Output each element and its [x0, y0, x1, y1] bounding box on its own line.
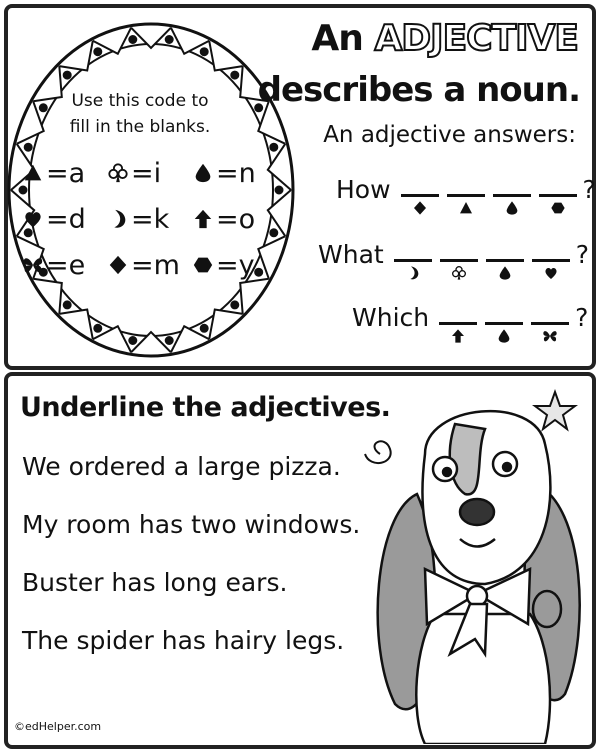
question-which: [352, 300, 588, 332]
butterfly-icon: [542, 328, 558, 344]
bunting-dot: [64, 72, 71, 79]
bunting-flag: [209, 41, 243, 71]
heading-an: An: [311, 18, 363, 59]
question-what: [318, 237, 589, 269]
hexagon-icon: [192, 254, 214, 276]
bunting-dot: [129, 337, 136, 344]
code-instructions: [30, 88, 250, 140]
code-key-entry: [192, 158, 272, 189]
exercise-title: Underline the adjectives.: [20, 392, 391, 423]
question-mark: ?: [575, 240, 589, 269]
code-key-letter: =e: [46, 249, 86, 281]
diamond-icon: [412, 200, 428, 216]
drop-icon: [192, 162, 214, 184]
hexagon-icon: [550, 200, 566, 216]
code-key-letter: =m: [131, 249, 180, 281]
bunting-dot: [94, 325, 101, 332]
answer-blank[interactable]: [531, 300, 569, 332]
code-instruction-line2: fill in the blanks.: [69, 117, 211, 137]
code-key-entry: [22, 250, 102, 281]
bunting-dot: [276, 187, 283, 194]
club-icon: [107, 162, 129, 184]
answer-blank[interactable]: [532, 237, 570, 269]
butterfly-icon: [22, 254, 44, 276]
question-mark: ?: [582, 175, 596, 204]
triangle-icon: [458, 200, 474, 216]
answer-blank[interactable]: [539, 172, 577, 204]
bunting-dot: [201, 325, 208, 332]
code-key-entry: [107, 158, 187, 189]
code-key-letter: =y: [216, 249, 255, 281]
sentence-1: We ordered a large pizza.: [22, 452, 341, 481]
code-key-letter: =k: [131, 203, 170, 235]
heart-icon: [22, 208, 44, 230]
question-word: How: [336, 175, 391, 204]
diamond-icon: [107, 254, 129, 276]
code-key-row: [22, 196, 272, 242]
question-word: Which: [352, 303, 430, 332]
code-key-letter: =a: [46, 157, 86, 189]
code-key-entry: [192, 250, 272, 281]
code-key-letter: =o: [216, 203, 256, 235]
drop-icon: [504, 200, 520, 216]
drop-icon: [497, 265, 513, 281]
heading-line1: [311, 18, 578, 59]
sentence-3: Buster has long ears.: [22, 568, 288, 597]
code-key-letter: =i: [131, 157, 162, 189]
question-how: [336, 172, 596, 204]
code-key: [22, 150, 272, 288]
credit: ©edHelper.com: [14, 720, 102, 733]
answer-blank[interactable]: [439, 300, 477, 332]
heading-adjective: ADJECTIVE: [374, 18, 578, 59]
drop-icon: [496, 328, 512, 344]
sentence-4: The spider has hairy legs.: [22, 626, 345, 655]
code-key-row: [22, 150, 272, 196]
code-key-entry: [22, 204, 102, 235]
code-key-entry: [22, 158, 102, 189]
code-key-row: [22, 242, 272, 288]
bunting-flag: [59, 310, 93, 340]
question-word: What: [318, 240, 384, 269]
moon-icon: [107, 208, 129, 230]
moon-icon: [405, 265, 421, 281]
answer-blank[interactable]: [447, 172, 485, 204]
bunting-dot: [201, 48, 208, 55]
code-key-entry: [107, 250, 187, 281]
code-key-entry: [192, 204, 272, 235]
bunting-dot: [129, 36, 136, 43]
code-key-letter: =d: [46, 203, 86, 235]
triangle-icon: [22, 162, 44, 184]
bunting-flag: [59, 41, 93, 71]
question-mark: ?: [575, 303, 589, 332]
heart-icon: [543, 265, 559, 281]
club-icon: [451, 265, 467, 281]
bunting-flag: [209, 310, 243, 340]
code-key-entry: [107, 204, 187, 235]
bunting-dot: [94, 48, 101, 55]
code-instruction-line1: Use this code to: [71, 91, 209, 111]
answer-blank[interactable]: [401, 172, 439, 204]
arrow-up-icon: [192, 208, 214, 230]
heading-line3: An adjective answers:: [323, 122, 576, 148]
bunting-dot: [166, 337, 173, 344]
answer-blank[interactable]: [493, 172, 531, 204]
bunting-dot: [231, 72, 238, 79]
answer-blank[interactable]: [486, 237, 524, 269]
arrow-up-icon: [450, 328, 466, 344]
bunting-dot: [231, 301, 238, 308]
answer-blank[interactable]: [394, 237, 432, 269]
answer-blank[interactable]: [440, 237, 478, 269]
sentence-2: My room has two windows.: [22, 510, 361, 539]
dog-illustration: [355, 384, 590, 744]
answer-blank[interactable]: [485, 300, 523, 332]
code-key-letter: =n: [216, 157, 256, 189]
bunting-dot: [64, 301, 71, 308]
heading-line2: describes a noun.: [257, 70, 580, 110]
bunting-dot: [166, 36, 173, 43]
